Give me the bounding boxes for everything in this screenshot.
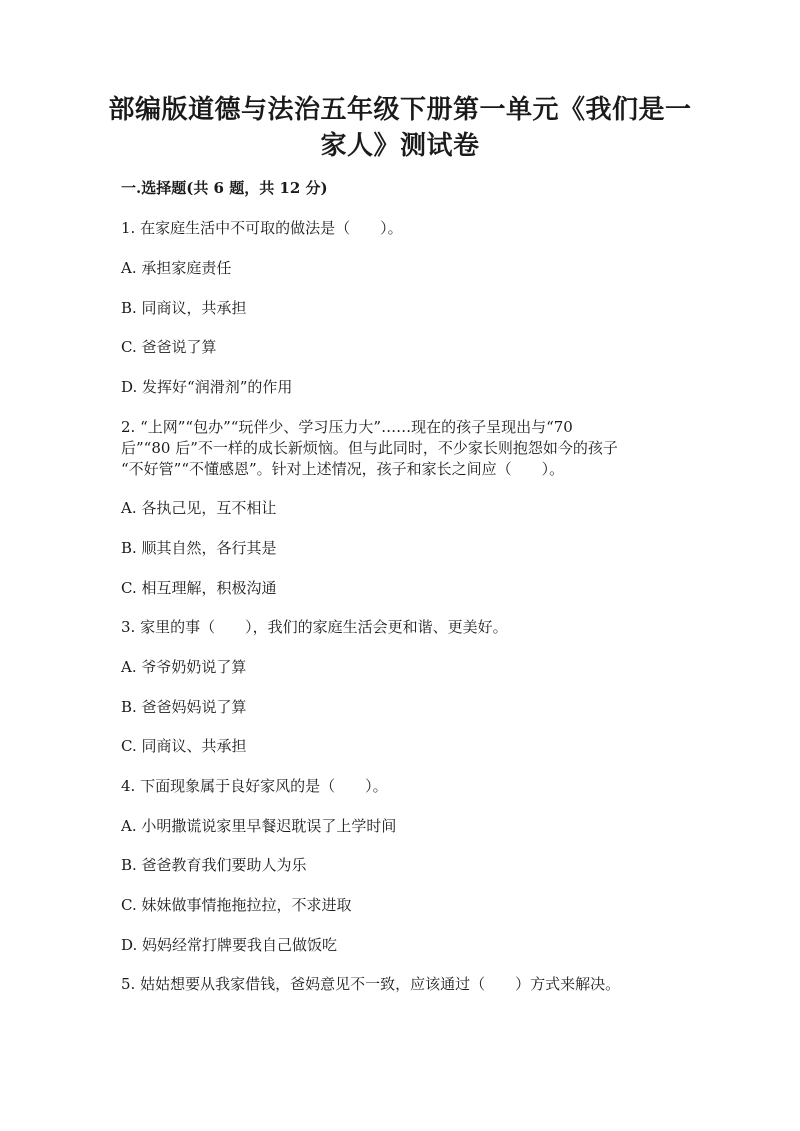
question-3-stem: 3. 家里的事（ ），我们的家庭生活会更和谐、更美好。 xyxy=(121,618,508,636)
title-line-2: 家人》测试卷 xyxy=(320,131,480,161)
question-4-option-c: C. 妹妹做事情拖拖拉拉，不求进取 xyxy=(121,896,352,914)
title-line-1: 部编版道德与法治五年级下册第一单元《我们是一 xyxy=(108,95,692,125)
question-2-option-c: C. 相互理解，积极沟通 xyxy=(121,579,277,597)
question-5-stem: 5. 姑姑想要从我家借钱，爸妈意见不一致，应该通过（ ）方式来解决。 xyxy=(121,975,621,993)
question-2-option-b: B. 顺其自然，各行其是 xyxy=(121,539,277,557)
question-2-option-a: A. 各执己见，互不相让 xyxy=(121,499,277,517)
section-title-multiple-choice: 一.选择题(共 6 题，共 12 分) xyxy=(121,179,328,197)
question-4-stem: 4. 下面现象属于良好家风的是（ ）。 xyxy=(121,777,388,795)
question-1-option-b: B. 同商议，共承担 xyxy=(121,299,247,317)
question-2-stem-line-3: “不好管”“不懂感恩”。针对上述情况，孩子和家长之间应（ ）。 xyxy=(121,460,565,478)
question-4-option-b: B. 爸爸教育我们要助人为乐 xyxy=(121,856,307,874)
question-2-stem-line-2: 后”“80 后”不一样的成长新烦恼。但与此同时，不少家长则抱怨如今的孩子 xyxy=(121,439,618,457)
question-1-option-d: D. 发挥好“润滑剂”的作用 xyxy=(121,378,293,396)
question-3-option-c: C. 同商议、共承担 xyxy=(121,737,247,755)
question-4-option-a: A. 小明撒谎说家里早餐迟耽误了上学时间 xyxy=(121,817,397,835)
document-title xyxy=(100,92,700,164)
question-2-stem-line-1: 2. “上网”“包办”“玩伴少、学习压力大”……现在的孩子呈现出与“70 xyxy=(121,418,573,436)
question-4-option-d: D. 妈妈经常打牌要我自己做饭吃 xyxy=(121,936,338,954)
question-3-option-b: B. 爸爸妈妈说了算 xyxy=(121,698,247,716)
question-1-option-a: A. 承担家庭责任 xyxy=(121,259,232,277)
question-3-option-a: A. 爷爷奶奶说了算 xyxy=(121,658,247,676)
question-1-option-c: C. 爸爸说了算 xyxy=(121,338,217,356)
question-1-stem: 1. 在家庭生活中不可取的做法是（ ）。 xyxy=(121,219,403,237)
